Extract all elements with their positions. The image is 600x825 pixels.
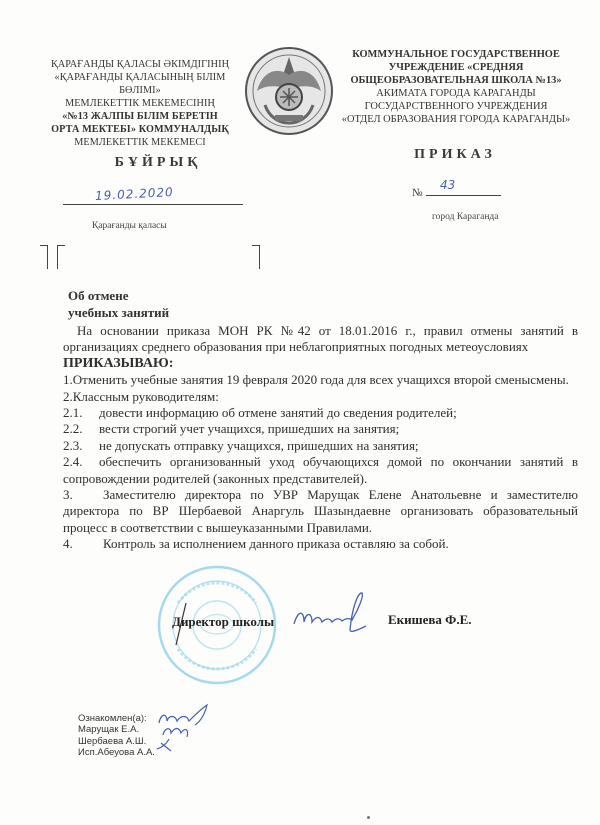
item-2-title: 2.Классным руководителям: [63, 388, 219, 404]
header-ru-line: УЧРЕЖДЕНИЕ «СРЕДНЯЯ [388, 62, 524, 73]
header-ru-line: «ОТДЕЛ ОБРАЗОВАНИЯ ГОРОДА КАРАГАНДЫ» [341, 114, 571, 125]
item-text: Контроль за исполнением данного приказа оставляю за собой. [103, 536, 449, 552]
sub-item [63, 438, 578, 454]
acknowledgment-signatures-icon [155, 703, 215, 755]
item-3 [63, 487, 578, 536]
header-kz-line: ОРТА МЕКТЕБІ» КОММУНАЛДЫҚ [51, 124, 229, 135]
ack-label: Ознакомлен(а): [78, 713, 147, 724]
header-russian [330, 48, 582, 126]
corner-bracket-mark [57, 245, 65, 269]
sub-item-text: обеспечить организованный уход обучающихся домой по окончании занятий в сопровождении родителей (законных представителей). [63, 454, 578, 486]
city-russian: город Караганда [432, 212, 499, 222]
header-kz-line: «ҚАРАҒАНДЫ ҚАЛАСЫНЫҢ БІЛІМ [54, 72, 226, 83]
header-kz-line: «№13 ЖАЛПЫ БІЛІМ БЕРЕТІН [62, 111, 218, 122]
item-1: 1.Отменить учебные занятия 19 февраля 2020 года для всех учащихся второй сменысмены. [63, 372, 569, 388]
item-number: 3. [63, 487, 73, 503]
sub-item-number: 2.3. [63, 437, 83, 453]
signatory-name: Екишева Ф.Е. [388, 612, 472, 627]
ack-name: Марущак Е.А. [78, 724, 140, 736]
subject-line: Об отмене [68, 288, 129, 303]
director-signature-icon [290, 590, 370, 635]
corner-bracket-mark [40, 245, 48, 269]
doc-title-kazakh: БҰЙРЫҚ [114, 155, 202, 170]
preamble: На основании приказа МОН РК №42 от 18.01.2016 г., правил отмены занятий в организациях среднего образования при неблагоприятных погодных метеоусловиях [63, 323, 578, 355]
order-word: ПРИКАЗЫВАЮ: [63, 355, 174, 371]
item-4 [63, 536, 578, 552]
doc-title-russian: ПРИКАЗ [414, 147, 496, 162]
corner-bracket-mark [252, 245, 260, 269]
city-kazakh: Қарағанды қаласы [92, 221, 167, 231]
header-ru-line: КОММУНАЛЬНОЕ ГОСУДАРСТВЕННОЕ [352, 49, 560, 60]
acknowledgment-block [78, 713, 155, 759]
date-underline [63, 204, 243, 205]
signatory-role: Директор школы [172, 614, 275, 629]
sub-item-number: 2.4. [63, 454, 83, 470]
state-emblem-icon [243, 45, 335, 137]
item-number: 4. [63, 536, 73, 552]
number-underline [426, 195, 501, 196]
header-ru-line: ОБЩЕОБРАЗОВАТЕЛЬНАЯ ШКОЛА №13» [350, 75, 562, 86]
sub-item [63, 421, 578, 437]
order-subject [68, 287, 169, 321]
subject-line: учебных занятий [68, 305, 170, 320]
order-body [63, 323, 578, 553]
sub-item [63, 454, 578, 487]
header-kazakh [40, 58, 240, 149]
ack-name: Шербаева А.Ш. [78, 735, 147, 747]
header-ru-line: АКИМАТА ГОРОДА КАРАГАНДЫ [376, 88, 536, 99]
sub-item-number: 2.2. [63, 421, 83, 437]
scan-speck [367, 816, 370, 819]
header-kz-line: МЕМЛЕКЕТТІК МЕКЕМЕСІНІҢ [65, 98, 215, 109]
ack-name: Исп.Абеуова А.А. [78, 747, 155, 759]
handwritten-date: 19.02.2020 [94, 184, 175, 204]
sub-item-text: довести информацию об отмене занятий до сведения родителей; [99, 405, 457, 421]
sub-item-text: не допускать отправку учащихся, пришедших на занятия; [99, 437, 419, 453]
header-kz-line: БӨЛІМІ» [119, 85, 161, 96]
header-ru-line: ГОСУДАРСТВЕННОГО УЧРЕЖДЕНИЯ [364, 101, 548, 112]
header-kz-line: МЕМЛЕКЕТТІК МЕКЕМЕСІ [74, 137, 206, 148]
header-kz-line: ҚАРАҒАНДЫ ҚАЛАСЫ ӘКІМДІГІНІҢ [50, 59, 230, 70]
item-text: Заместителю директора по УВР Марущак Елене Анатольевне и заместителю директора по ВР Шербаевой Анаргуль Шазындаевне организовать образовательный процесс в соответствии с вышеуказанными Правилами. [63, 487, 578, 535]
sub-item [63, 405, 578, 421]
number-label: № [412, 187, 423, 199]
sub-item-number: 2.1. [63, 405, 83, 421]
handwritten-number: 43 [440, 178, 456, 192]
sub-item-text: вести строгий учет учащихся, пришедших на занятия; [99, 421, 400, 437]
